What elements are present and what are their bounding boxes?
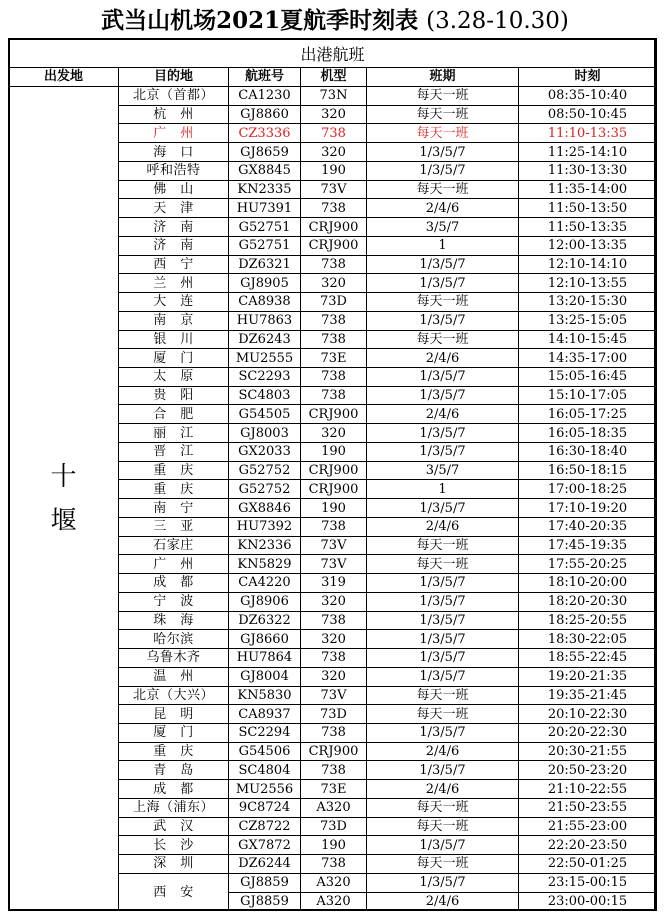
aircraft-cell: 73V <box>301 686 367 705</box>
aircraft-cell: A320 <box>301 798 367 817</box>
destination-cell: 深 圳 <box>119 855 229 874</box>
time-cell: 16:05-18:35 <box>519 424 657 443</box>
time-cell: 18:20-20:30 <box>519 592 657 611</box>
days-cell: 2/4/6 <box>367 780 519 799</box>
aircraft-cell: 73D <box>301 293 367 312</box>
flight-cell: CA8938 <box>229 293 301 312</box>
flight-cell: DZ6322 <box>229 611 301 630</box>
aircraft-cell: CRJ900 <box>301 218 367 237</box>
time-cell: 18:25-20:55 <box>519 611 657 630</box>
destination-cell: 南 宁 <box>119 499 229 518</box>
destination-cell: 丽 江 <box>119 424 229 443</box>
col-header-days: 班期 <box>367 68 519 87</box>
flight-cell: G52752 <box>229 480 301 499</box>
flight-cell: G52751 <box>229 236 301 255</box>
flight-cell: HU7391 <box>229 199 301 218</box>
time-cell: 16:50-18:15 <box>519 461 657 480</box>
aircraft-cell: 738 <box>301 611 367 630</box>
time-cell: 17:00-18:25 <box>519 480 657 499</box>
aircraft-cell: 73D <box>301 705 367 724</box>
time-cell: 16:05-17:25 <box>519 405 657 424</box>
title-range: (3.28-10.30) <box>426 8 569 34</box>
days-cell: 1/3/5/7 <box>367 386 519 405</box>
destination-cell: 广 州 <box>119 124 229 143</box>
col-header-flight: 航班号 <box>229 68 301 87</box>
destination-cell: 温 州 <box>119 667 229 686</box>
col-header-aircraft: 机型 <box>301 68 367 87</box>
days-cell: 1/3/5/7 <box>367 649 519 668</box>
aircraft-cell: 73E <box>301 780 367 799</box>
days-cell: 2/4/6 <box>367 199 519 218</box>
days-cell: 1 <box>367 236 519 255</box>
time-cell: 11:25-14:10 <box>519 143 657 162</box>
time-cell: 14:35-17:00 <box>519 349 657 368</box>
days-cell: 每天一班 <box>367 87 519 106</box>
flight-cell: SC2294 <box>229 723 301 742</box>
days-cell: 2/4/6 <box>367 517 519 536</box>
aircraft-cell: 738 <box>301 311 367 330</box>
destination-cell: 海 口 <box>119 143 229 162</box>
aircraft-cell: 738 <box>301 124 367 143</box>
flight-cell: GX7872 <box>229 836 301 855</box>
destination-cell: 乌鲁木齐 <box>119 649 229 668</box>
origin-char: 十 <box>50 461 77 492</box>
destination-cell: 长 沙 <box>119 836 229 855</box>
time-cell: 21:50-23:55 <box>519 798 657 817</box>
col-header-origin: 出发地 <box>9 68 119 87</box>
flight-cell: GX8846 <box>229 499 301 518</box>
destination-cell: 银 川 <box>119 330 229 349</box>
days-cell: 1/3/5/7 <box>367 442 519 461</box>
time-cell: 20:30-21:55 <box>519 742 657 761</box>
aircraft-cell: 190 <box>301 499 367 518</box>
aircraft-cell: CRJ900 <box>301 236 367 255</box>
time-cell: 18:55-22:45 <box>519 649 657 668</box>
days-cell: 3/5/7 <box>367 218 519 237</box>
destination-cell: 西 安 <box>119 873 229 910</box>
days-cell: 每天一班 <box>367 536 519 555</box>
time-cell: 08:50-10:45 <box>519 105 657 124</box>
days-cell: 1/3/5/7 <box>367 723 519 742</box>
aircraft-cell: 320 <box>301 105 367 124</box>
aircraft-cell: 320 <box>301 143 367 162</box>
destination-cell: 宁 波 <box>119 592 229 611</box>
days-cell: 1/3/5/7 <box>367 574 519 593</box>
aircraft-cell: 320 <box>301 424 367 443</box>
flight-cell: GJ8660 <box>229 630 301 649</box>
days-cell: 1/3/5/7 <box>367 592 519 611</box>
days-cell: 每天一班 <box>367 705 519 724</box>
destination-cell: 晋 江 <box>119 442 229 461</box>
days-cell: 2/4/6 <box>367 349 519 368</box>
time-cell: 22:50-01:25 <box>519 855 657 874</box>
aircraft-cell: 738 <box>301 330 367 349</box>
days-cell: 每天一班 <box>367 686 519 705</box>
days-cell: 2/4/6 <box>367 405 519 424</box>
flight-cell: HU7864 <box>229 649 301 668</box>
days-cell: 1/3/5/7 <box>367 667 519 686</box>
destination-cell: 昆 明 <box>119 705 229 724</box>
aircraft-cell: 73V <box>301 180 367 199</box>
flight-cell: GX2033 <box>229 442 301 461</box>
aircraft-cell: 738 <box>301 517 367 536</box>
time-cell: 22:20-23:50 <box>519 836 657 855</box>
flight-cell: CA4220 <box>229 574 301 593</box>
time-cell: 08:35-10:40 <box>519 87 657 106</box>
flight-cell: G52752 <box>229 461 301 480</box>
aircraft-cell: 319 <box>301 574 367 593</box>
days-cell: 1/3/5/7 <box>367 255 519 274</box>
destination-cell: 重 庆 <box>119 461 229 480</box>
flight-cell: KN5829 <box>229 555 301 574</box>
destination-cell: 兰 州 <box>119 274 229 293</box>
time-cell: 14:10-15:45 <box>519 330 657 349</box>
time-cell: 11:50-13:35 <box>519 218 657 237</box>
time-cell: 19:35-21:45 <box>519 686 657 705</box>
schedule-rows <box>9 87 657 911</box>
days-cell: 1/3/5/7 <box>367 143 519 162</box>
origin-char: 堰 <box>50 505 77 536</box>
time-cell: 18:10-20:00 <box>519 574 657 593</box>
days-cell: 1/3/5/7 <box>367 761 519 780</box>
destination-cell: 大 连 <box>119 293 229 312</box>
time-cell: 17:45-19:35 <box>519 536 657 555</box>
days-cell: 2/4/6 <box>367 742 519 761</box>
destination-cell: 三 亚 <box>119 517 229 536</box>
days-cell: 1/3/5/7 <box>367 836 519 855</box>
time-cell: 12:10-13:55 <box>519 274 657 293</box>
time-cell: 11:35-14:00 <box>519 180 657 199</box>
time-cell: 16:30-18:40 <box>519 442 657 461</box>
destination-cell: 佛 山 <box>119 180 229 199</box>
aircraft-cell: CRJ900 <box>301 480 367 499</box>
flight-cell: GJ8004 <box>229 667 301 686</box>
aircraft-cell: 738 <box>301 255 367 274</box>
aircraft-cell: CRJ900 <box>301 742 367 761</box>
flight-cell: G54505 <box>229 405 301 424</box>
time-cell: 17:10-19:20 <box>519 499 657 518</box>
aircraft-cell: 738 <box>301 723 367 742</box>
time-cell: 21:10-22:55 <box>519 780 657 799</box>
destination-cell: 武 汉 <box>119 817 229 836</box>
days-cell: 每天一班 <box>367 855 519 874</box>
flight-cell: CZ3336 <box>229 124 301 143</box>
destination-cell: 太 原 <box>119 368 229 387</box>
title-main: 武当山机场2021夏航季时刻表 <box>101 7 419 34</box>
aircraft-cell: 73D <box>301 817 367 836</box>
aircraft-cell: 73V <box>301 536 367 555</box>
time-cell: 12:00-13:35 <box>519 236 657 255</box>
destination-cell: 重 庆 <box>119 742 229 761</box>
destination-cell: 北京（大兴） <box>119 686 229 705</box>
flight-cell: GJ8659 <box>229 143 301 162</box>
aircraft-cell: 73V <box>301 555 367 574</box>
time-cell: 20:20-22:30 <box>519 723 657 742</box>
time-cell: 15:05-16:45 <box>519 368 657 387</box>
flight-cell: 9C8724 <box>229 798 301 817</box>
flight-cell: SC2293 <box>229 368 301 387</box>
flight-cell: GJ8860 <box>229 105 301 124</box>
col-header-time: 时刻 <box>519 68 657 87</box>
days-cell: 3/5/7 <box>367 461 519 480</box>
time-cell: 18:30-22:05 <box>519 630 657 649</box>
aircraft-cell: 190 <box>301 161 367 180</box>
departure-schedule-table <box>8 38 657 911</box>
aircraft-cell: 738 <box>301 199 367 218</box>
aircraft-cell: 738 <box>301 855 367 874</box>
flight-cell: CA8937 <box>229 705 301 724</box>
flight-cell: GJ8003 <box>229 424 301 443</box>
destination-cell: 青 岛 <box>119 761 229 780</box>
aircraft-cell: 320 <box>301 592 367 611</box>
flight-cell: HU7392 <box>229 517 301 536</box>
col-header-destination: 目的地 <box>119 68 229 87</box>
days-cell: 每天一班 <box>367 330 519 349</box>
destination-cell: 北京（首都） <box>119 87 229 106</box>
flight-cell: KN2336 <box>229 536 301 555</box>
aircraft-cell: 738 <box>301 649 367 668</box>
destination-cell: 广 州 <box>119 555 229 574</box>
flight-cell: GJ8859 <box>229 873 301 892</box>
flight-cell: MU2555 <box>229 349 301 368</box>
flight-cell: SC4803 <box>229 386 301 405</box>
aircraft-cell: 320 <box>301 630 367 649</box>
flight-cell: KN5830 <box>229 686 301 705</box>
destination-cell: 成 都 <box>119 780 229 799</box>
time-cell: 11:10-13:35 <box>519 124 657 143</box>
time-cell: 21:55-23:00 <box>519 817 657 836</box>
time-cell: 23:00-00:15 <box>519 892 657 911</box>
time-cell: 19:20-21:35 <box>519 667 657 686</box>
days-cell: 每天一班 <box>367 293 519 312</box>
days-cell: 每天一班 <box>367 817 519 836</box>
aircraft-cell: 190 <box>301 442 367 461</box>
time-cell: 12:10-14:10 <box>519 255 657 274</box>
time-cell: 13:20-15:30 <box>519 293 657 312</box>
origin-cell <box>9 87 119 911</box>
days-cell: 1/3/5/7 <box>367 161 519 180</box>
days-cell: 1/3/5/7 <box>367 424 519 443</box>
days-cell: 每天一班 <box>367 124 519 143</box>
destination-cell: 南 京 <box>119 311 229 330</box>
flight-cell: GJ8906 <box>229 592 301 611</box>
flight-cell: DZ6243 <box>229 330 301 349</box>
table-row <box>9 87 657 106</box>
days-cell: 1/3/5/7 <box>367 630 519 649</box>
time-cell: 13:25-15:05 <box>519 311 657 330</box>
destination-cell: 珠 海 <box>119 611 229 630</box>
flight-cell: SC4804 <box>229 761 301 780</box>
days-cell: 1 <box>367 480 519 499</box>
flight-cell: GX8845 <box>229 161 301 180</box>
aircraft-cell: CRJ900 <box>301 461 367 480</box>
days-cell: 1/3/5/7 <box>367 873 519 892</box>
destination-cell: 天 津 <box>119 199 229 218</box>
time-cell: 15:10-17:05 <box>519 386 657 405</box>
destination-cell: 成 都 <box>119 574 229 593</box>
aircraft-cell: CRJ900 <box>301 405 367 424</box>
time-cell: 17:55-20:25 <box>519 555 657 574</box>
flight-cell: MU2556 <box>229 780 301 799</box>
destination-cell: 哈尔滨 <box>119 630 229 649</box>
aircraft-cell: 738 <box>301 761 367 780</box>
time-cell: 20:50-23:20 <box>519 761 657 780</box>
flight-cell: GJ8905 <box>229 274 301 293</box>
time-cell: 11:50-13:50 <box>519 199 657 218</box>
aircraft-cell: 738 <box>301 368 367 387</box>
aircraft-cell: 738 <box>301 386 367 405</box>
aircraft-cell: 73E <box>301 349 367 368</box>
page-title <box>0 4 670 38</box>
destination-cell: 西 宁 <box>119 255 229 274</box>
time-cell: 23:15-00:15 <box>519 873 657 892</box>
destination-cell: 呼和浩特 <box>119 161 229 180</box>
flight-cell: HU7863 <box>229 311 301 330</box>
days-cell: 1/3/5/7 <box>367 499 519 518</box>
destination-cell: 济 南 <box>119 236 229 255</box>
flight-cell: DZ6244 <box>229 855 301 874</box>
time-cell: 11:30-13:30 <box>519 161 657 180</box>
section-title: 出港航班 <box>9 39 657 68</box>
time-cell: 20:10-22:30 <box>519 705 657 724</box>
aircraft-cell: 320 <box>301 274 367 293</box>
flight-cell: KN2335 <box>229 180 301 199</box>
aircraft-cell: A320 <box>301 873 367 892</box>
flight-cell: G54506 <box>229 742 301 761</box>
days-cell: 每天一班 <box>367 555 519 574</box>
destination-cell: 厦 门 <box>119 349 229 368</box>
days-cell: 1/3/5/7 <box>367 611 519 630</box>
aircraft-cell: 320 <box>301 667 367 686</box>
aircraft-cell: 73N <box>301 87 367 106</box>
destination-cell: 上海（浦东） <box>119 798 229 817</box>
time-cell: 17:40-20:35 <box>519 517 657 536</box>
flight-cell: GJ8859 <box>229 892 301 911</box>
destination-cell: 重 庆 <box>119 480 229 499</box>
days-cell: 1/3/5/7 <box>367 274 519 293</box>
destination-cell: 石家庄 <box>119 536 229 555</box>
destination-cell: 贵 阳 <box>119 386 229 405</box>
destination-cell: 厦 门 <box>119 723 229 742</box>
days-cell: 每天一班 <box>367 798 519 817</box>
flight-cell: DZ6321 <box>229 255 301 274</box>
flight-cell: G52751 <box>229 218 301 237</box>
days-cell: 每天一班 <box>367 180 519 199</box>
aircraft-cell: 190 <box>301 836 367 855</box>
days-cell: 1/3/5/7 <box>367 368 519 387</box>
days-cell: 2/4/6 <box>367 892 519 911</box>
destination-cell: 济 南 <box>119 218 229 237</box>
destination-cell: 杭 州 <box>119 105 229 124</box>
flight-cell: CA1230 <box>229 87 301 106</box>
days-cell: 1/3/5/7 <box>367 311 519 330</box>
destination-cell: 合 肥 <box>119 405 229 424</box>
flight-cell: CZ8722 <box>229 817 301 836</box>
days-cell: 每天一班 <box>367 105 519 124</box>
aircraft-cell: A320 <box>301 892 367 911</box>
